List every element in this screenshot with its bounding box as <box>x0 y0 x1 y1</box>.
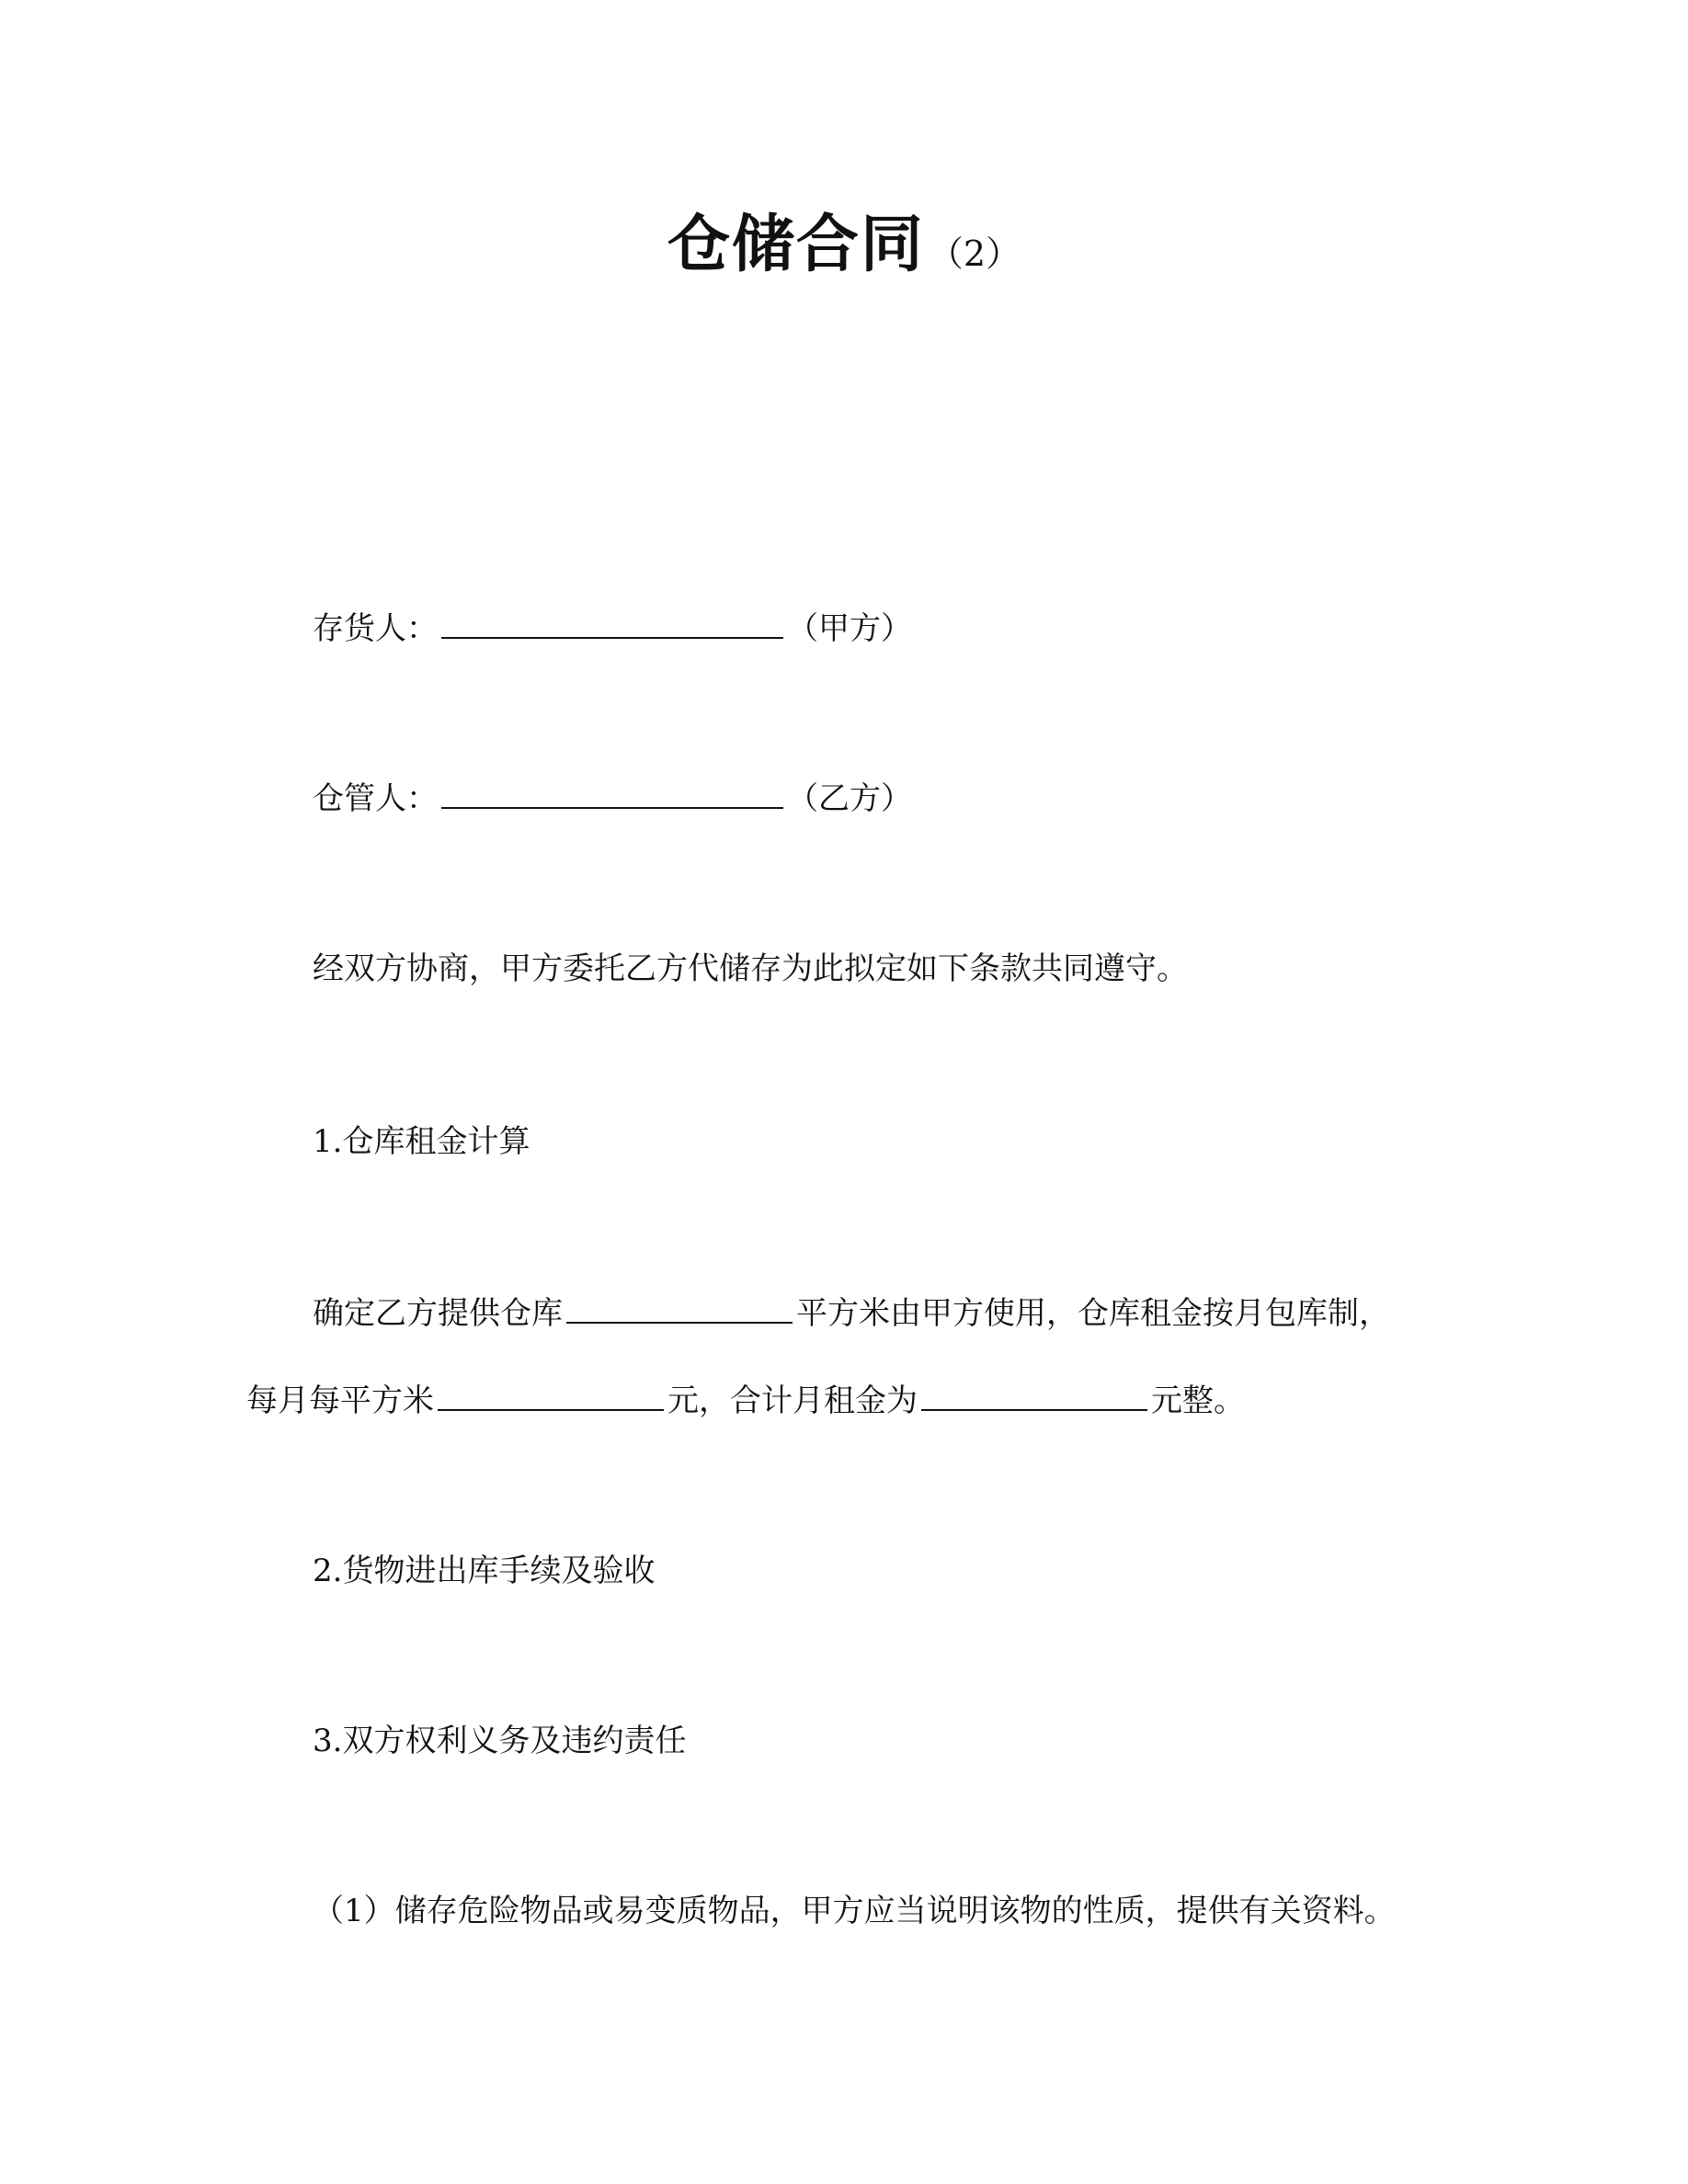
title-suffix: （2） <box>928 233 1021 274</box>
document-title <box>0 195 1688 284</box>
section-2-heading: 2.货物进出库手续及验收 <box>313 1553 656 1589</box>
rent-text-e: 元整。 <box>1151 1382 1245 1419</box>
monthly-rent-blank <box>921 1382 1147 1411</box>
rent-text-d: 元，合计月租金为 <box>667 1382 918 1419</box>
rent-line-1 <box>313 1291 1390 1336</box>
intro-paragraph: 经双方协商，甲方委托乙方代储存为此拟定如下条款共同遵守。 <box>313 950 1188 987</box>
depositor-line <box>313 607 912 651</box>
keeper-line <box>313 777 912 821</box>
rent-text-a: 确定乙方提供仓库 <box>313 1295 563 1332</box>
keeper-blank <box>441 779 783 809</box>
rent-line-2 <box>246 1379 1245 1423</box>
rent-text-c: 每月每平方米 <box>246 1382 434 1419</box>
rent-text-b: 平方米由甲方使用，仓库租金按月包库制， <box>796 1295 1390 1332</box>
section-3-heading: 3.双方权利义务及违约责任 <box>313 1723 687 1759</box>
unit-price-blank <box>438 1382 664 1411</box>
clause-1: （1）储存危险物品或易变质物品，甲方应当说明该物的性质，提供有关资料。 <box>313 1893 1396 1929</box>
keeper-role: （乙方） <box>787 780 912 817</box>
depositor-blank <box>441 609 783 639</box>
section-1-heading: 1.仓库租金计算 <box>313 1123 530 1160</box>
area-blank <box>566 1294 793 1324</box>
keeper-label: 仓管人： <box>313 780 438 817</box>
depositor-label: 存货人： <box>313 610 438 647</box>
title-main: 仓储合同 <box>667 209 925 281</box>
depositor-role: （甲方） <box>787 610 912 647</box>
